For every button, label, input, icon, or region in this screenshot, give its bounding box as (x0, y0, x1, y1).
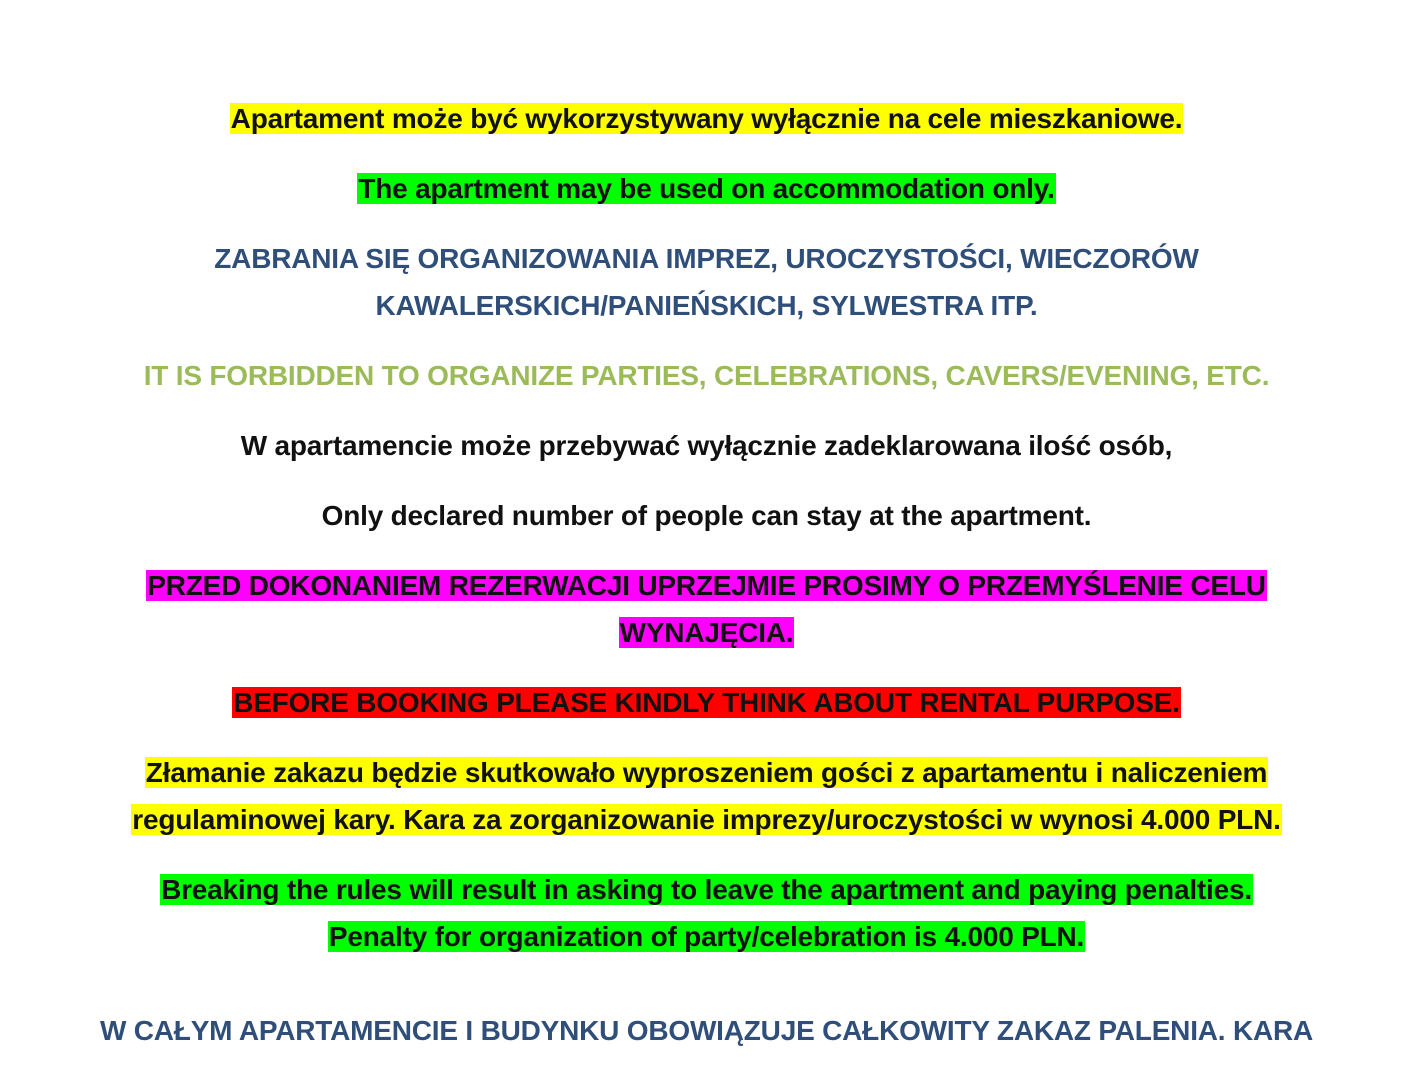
rule-declared-guests-pl (0, 422, 1413, 469)
highlighted-text: Apartament może być wykorzystywany wyłącznie na cele mieszkaniowe. (230, 103, 1183, 134)
paragraph-line: W CAŁYM APARTAMENCIE I BUDYNKU OBOWIĄZUJE CAŁKOWITY ZAKAZ PALENIA. KARA (99, 1015, 1314, 1046)
paragraph-line: ZABRANIA SIĘ ORGANIZOWANIA IMPREZ, UROCZYSTOŚCI, WIECZORÓW (214, 243, 1199, 274)
rule-booking-purpose-pl (0, 562, 1413, 656)
paragraph-line: KAWALERSKICH/PANIEŃSKICH, SYLWESTRA ITP. (375, 290, 1038, 321)
rule-residential-use-pl (0, 95, 1413, 142)
paragraph-line: IT IS FORBIDDEN TO ORGANIZE PARTIES, CELEBRATIONS, CAVERS/EVENING, ETC. (143, 360, 1270, 391)
rules-document (0, 95, 1413, 1077)
highlighted-text: Penalty for organization of party/celebration is 4.000 PLN. (328, 921, 1085, 952)
paragraph-spacer (0, 983, 1413, 1007)
highlighted-text: WYNAJĘCIA. (619, 617, 794, 648)
paragraph-line: Only declared number of people can stay at the apartment. (321, 500, 1092, 531)
rule-no-parties-pl (0, 235, 1413, 329)
highlighted-text: regulaminowej kary. Kara za zorganizowanie imprezy/uroczystości w wynosi 4.000 PLN. (132, 804, 1281, 835)
rule-no-smoking-pl (0, 1007, 1413, 1054)
rule-residential-use-en (0, 165, 1413, 212)
rule-booking-purpose-en (0, 679, 1413, 726)
highlighted-text: PRZED DOKONANIEM REZERWACJI UPRZEJMIE PROSIMY O PRZEMYŚLENIE CELU (147, 570, 1266, 601)
highlighted-text: Złamanie zakazu będzie skutkowało wyproszeniem gości z apartamentu i naliczeniem (145, 757, 1268, 788)
rule-declared-guests-en (0, 492, 1413, 539)
rule-no-parties-en (0, 352, 1413, 399)
highlighted-text: Breaking the rules will result in asking to leave the apartment and paying penalties. (161, 874, 1252, 905)
rule-penalty-pl (0, 749, 1413, 843)
highlighted-text: BEFORE BOOKING PLEASE KINDLY THINK ABOUT RENTAL PURPOSE. (233, 687, 1180, 718)
paragraph-line: W apartamencie może przebywać wyłącznie zadeklarowana ilość osób, (240, 430, 1173, 461)
highlighted-text: The apartment may be used on accommodation only. (358, 173, 1055, 204)
rule-penalty-en (0, 866, 1413, 960)
